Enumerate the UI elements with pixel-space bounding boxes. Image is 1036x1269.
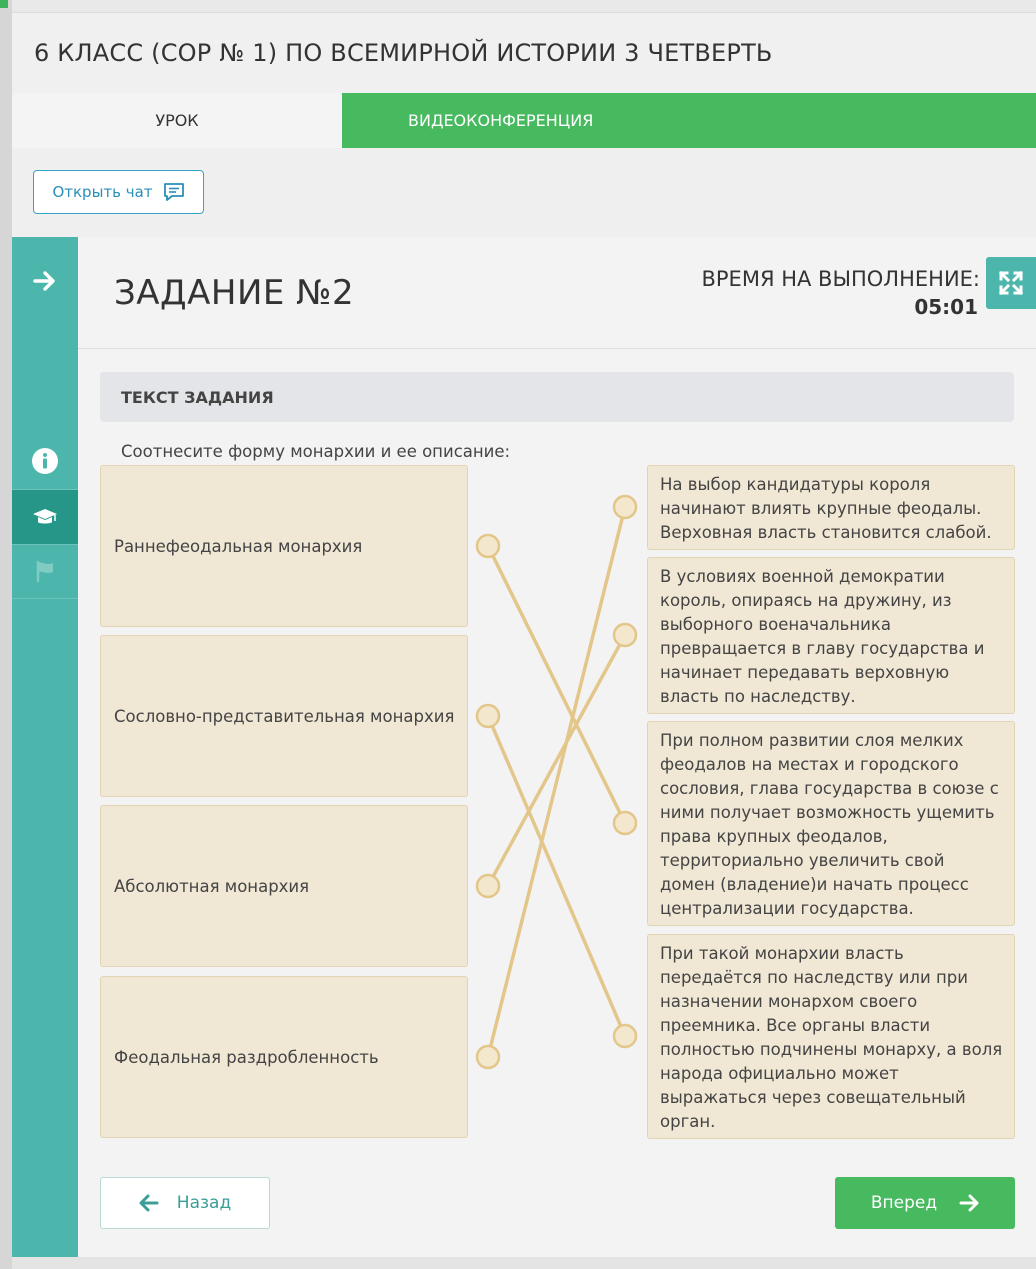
next-label: Вперед <box>870 1193 938 1213</box>
tab-videoconference[interactable]: ВИДЕОКОНФЕРЕНЦИЯ <box>342 93 1036 148</box>
right-item-text: На выбор кандидатуры короля начинают влиять крупные феодалы. Верховная власть становится слабой. <box>660 475 992 542</box>
back-label: Назад <box>176 1193 232 1213</box>
page-title: 6 КЛАСС (СОР № 1) ПО ВСЕМИРНОЙ ИСТОРИИ 3 ЧЕТВЕРТЬ <box>34 39 773 67</box>
left-item-card[interactable] <box>100 976 468 1138</box>
left-connector-node[interactable] <box>477 1046 499 1068</box>
open-chat-button[interactable] <box>33 170 204 214</box>
left-connector-node[interactable] <box>477 875 499 897</box>
sidebar-item-flag[interactable] <box>12 544 78 598</box>
task-instruction: Соотнесите форму монархии и ее описание: <box>121 442 511 461</box>
right-connector-node[interactable] <box>614 812 636 834</box>
flag-icon <box>33 559 57 583</box>
time-value: 05:01 <box>914 295 978 319</box>
left-edge-strip <box>0 0 12 1269</box>
right-item-card[interactable] <box>647 721 1015 926</box>
left-item-label: Феодальная раздробленность <box>114 1047 379 1067</box>
task-panel <box>78 237 1036 1257</box>
right-connector-node[interactable] <box>614 1025 636 1047</box>
sidebar-item-lesson[interactable] <box>12 490 78 544</box>
left-item-label: Раннефеодальная монархия <box>114 536 363 556</box>
open-chat-label: Открыть чат <box>52 183 153 201</box>
info-icon <box>31 447 59 475</box>
sidebar-item-expand[interactable] <box>12 254 78 308</box>
left-item-label: Сословно-представительная монархия <box>114 706 455 726</box>
expand-icon <box>998 270 1024 296</box>
right-connector-node[interactable] <box>614 624 636 646</box>
right-item-text: При полном развитии слоя мелких феодалов на местах и городского сословия, глава государства в союзе с ними получает возможность ущемить права крупных феодалов, территориально увеличить свой домен (владение)и начать процесс централизации государства. <box>660 731 999 918</box>
left-item-label: Абсолютная монархия <box>114 876 310 896</box>
right-item-text: В условиях военной демократии король, опираясь на дружину, из выборного военачальника превращается в главу государства и начинает передавать верховную власть по наследству. <box>660 567 985 706</box>
time-label: ВРЕМЯ НА ВЫПОЛНЕНИЕ: <box>701 267 980 291</box>
graduation-cap-icon <box>32 507 58 527</box>
toolbar <box>12 148 1036 238</box>
back-button[interactable] <box>100 1177 270 1229</box>
left-connector-node[interactable] <box>477 535 499 557</box>
header-divider <box>78 348 1036 349</box>
page-header <box>12 12 1036 94</box>
left-item-card[interactable] <box>100 805 468 967</box>
next-button[interactable] <box>835 1177 1015 1229</box>
task-title: ЗАДАНИЕ №2 <box>114 273 355 313</box>
arrow-right-icon <box>33 270 57 292</box>
fullscreen-button[interactable] <box>986 257 1036 309</box>
connection-line <box>488 507 625 1057</box>
left-item-card[interactable] <box>100 465 468 627</box>
sidebar-divider <box>12 598 78 599</box>
bottom-edge-strip <box>12 1257 1036 1269</box>
right-connector-node[interactable] <box>614 496 636 518</box>
arrow-right-icon <box>959 1194 979 1212</box>
right-item-text: При такой монархии власть передаётся по наследству или при назначении монархом своего преемника. Все органы власти полностью подчинены монарху, а воля народа официально может выражаться через совещательный орган. <box>660 944 1003 1131</box>
left-connector-node[interactable] <box>477 705 499 727</box>
right-item-card[interactable] <box>647 465 1015 550</box>
right-item-card[interactable] <box>647 557 1015 714</box>
sidebar <box>12 237 78 1257</box>
arrow-left-icon <box>139 1194 159 1212</box>
chat-icon <box>163 182 185 202</box>
corner-accent <box>0 0 8 8</box>
tab-bar <box>12 93 1036 148</box>
task-text-header: ТЕКСТ ЗАДАНИЯ <box>100 372 1014 422</box>
connection-line <box>488 546 625 823</box>
connection-line <box>488 716 625 1036</box>
right-item-card[interactable] <box>647 934 1015 1139</box>
tab-lesson[interactable]: УРОК <box>12 93 342 148</box>
left-item-card[interactable] <box>100 635 468 797</box>
connection-line <box>488 635 625 886</box>
sidebar-item-info[interactable] <box>12 434 78 488</box>
